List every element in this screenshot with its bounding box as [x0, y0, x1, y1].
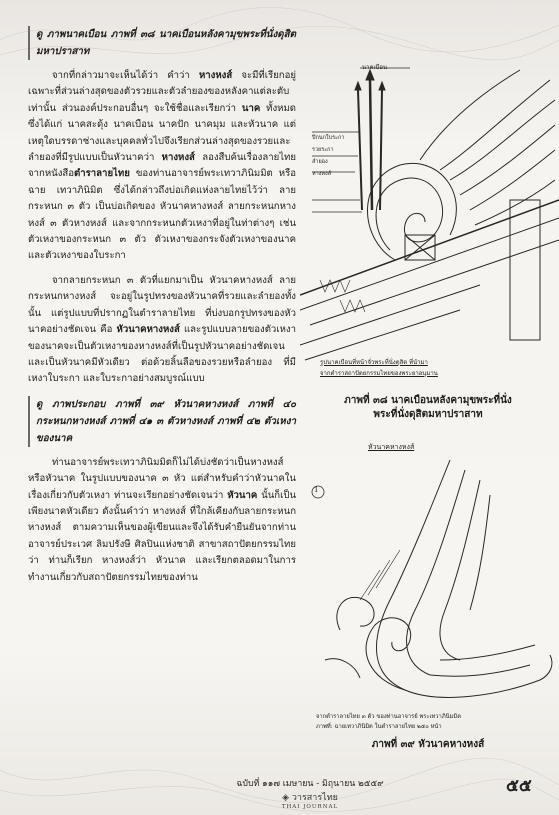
- figure-39-notes: จากตำราลายไทย ๓ ตัว ของท่านอาจารย์ พระเทวาภินิมมิต ภาพที่: ฉายเทวาภินิมิต ในตำราลายไทย ๒๕๐ หน้า: [316, 714, 462, 730]
- figure-38-drawing: [300, 60, 559, 390]
- figure-39-drawing: [300, 450, 559, 720]
- journal-brand: ◈ วารสารไทย THAI JOURNAL: [281, 793, 339, 810]
- figure-area: [300, 0, 559, 815]
- figure-38-labels-left: ปีกนกใบระกา รวยระกา ลำยอง หางหงส์: [312, 135, 345, 177]
- page-footer: [0, 768, 559, 815]
- figure-39-marker: 1: [314, 486, 319, 494]
- figure-38-label-top: นาคเบือน: [362, 64, 388, 71]
- page-number: ๕๕: [506, 776, 532, 796]
- figure-39-caption: ภาพที่ ๓๙ หัวนาคหางหงส์: [371, 739, 485, 750]
- paragraph-3: ท่านอาจารย์พระเทวาภินิมมิตก็ไม่ได้บ่งชัดว่าเป็นหางหงส์หรือหัวนาค ในรูปแบบของนาค ๓ หัว แต่สำหรับคำว่าหัวนาคในเรื่องเกี่ยวกับตัวเหงา ท่านจะเรียกอย่างชัดเจนว่า หัวนาค นั้นก็เป็นเพียงนาคหัวเดียว ดังนั้นคำว่า หางหงส์ ที่ใกล้เคียงกับลายกระหนกหางหงส์ ตามความเห็นของผู้เขียนและจึงได้รับคำยืนยันจากท่านอาจารย์ประเวศ ลิมปรังษี ศิลปินแห่งชาติ สาขาสถาปัตยกรรมไทยว่า ท่านก็เรียก หางหงส์ว่า หัวนาค และเรียกตลอดมาในการทำงานเกี่ยวกับสถาปัตยกรรมไทยของท่าน: [28, 456, 297, 583]
- paragraph-1: จากที่กล่าวมาจะเห็นได้ว่า คำว่า หางหงส์ จะมีที่เรียกอยู่เฉพาะที่ส่วนล่างสุดของตัวรวยและตัวลำยองของหลังคาแต่ละตับเท่านั้น ส่วนองค์ประกอบอื่นๆ จะใช้ชื่อและเรียกว่า นาค ทั้งหมด ซึ่งได้แก่ นาคสะดุ้ง นาคเบือน นาคปัก นาคมุม และหัวนาค แต่เหตุใดบรรดาช่างและบุคคลทั่วไปจึงเรียกส่วนล่างสุดของรวยและลำยองที่มีรูปแบบเป็นหัวนาคว่า หางหงส์ ลองสืบค้นเรื่องลายไทยจากหนังสือตำราลายไทย ของท่านอาจารย์พระเทวาภินิมมิต หรือ ฉาย เทวาภินิมิต ซึ่งได้กล่าวถึงบ่อเกิดแห่งลายไทยไว้ว่า ลายกระหนก ๓ ตัว เป็นบ่อเกิดของ หัวนาคหางหงส์ ลายกระหนกหางหงส์ ๓ ตัวหางหงส์ และจากกระหนกตัวเหงาที่อยู่ในท่าต่างๆ เช่น ตัวเหงาของกระหนก ๓ ตัว ตัวเหงาของกระจังตัวเหงาของนาค และตัวเหงาของใบระกา: [28, 70, 297, 262]
- figure-39-label-top: หัวนาคหางหงส์: [368, 443, 415, 451]
- figure-38-notes: รูปนาคเบือนที่หน้าจั่วพระที่นั่งดุสิต ที่นำมา จากตำราสถาปัตยกรรมไทยของพระยาอนุมาน: [320, 359, 438, 377]
- figure-38-caption: ภาพที่ ๓๘ นาคเบือนหลังคามุขพระที่นั่ง พระที่นั่งดุสิตมหาปราสาท: [344, 395, 512, 420]
- issue-info: ฉบับที่ ๑๑๗ เมษายน - มิถุนายน ๒๕๕๙: [236, 779, 384, 789]
- article-text-column: [28, 14, 296, 586]
- brand-logo-icon: ◈: [282, 793, 292, 803]
- reference-note-2: ดู ภาพประกอบ ภาพที่ ๓๙ หัวนาคหางหงส์ ภาพที่ ๔๐ กระหนกหางหงส์ ภาพที่ ๔๑ ๓ ตัวหางหงส์ ภาพที่ ๔๒ ตัวเหงาของนาค: [28, 396, 296, 447]
- reference-note-1: ดู ภาพนาคเบือน ภาพที่ ๓๘ นาคเบือนหลังคามุขพระที่นั่งดุสิตมหาปราสาท: [28, 26, 296, 60]
- paragraph-2: จากลายกระหนก ๓ ตัวที่แยกมาเป็น หัวนาคหางหงส์ ลายกระหนกหางหงส์ จะอยู่ในรูปทรงของหัวนาคที่รวยและลำยองทั้งนั้น แต่รูปแบบที่ปรากฏในตำราลายไทย ที่บ่งบอกรูปทรงของหัวนาคอย่างชัดเจน คือ หัวนาคหางหงส์ และรูปแบบลายของตัวเหงาของนาคจะเป็นตัวเหงาของหางหงส์ที่เป็นรูปหัวนาคอย่างชัดเจน และเป็นหัวนาคมีหัวเดียว ต่อด้วยลิ้นลือของรวยหรือลำยอง ที่มีเหงาใบระกา และใบระกาอย่างสมบูรณ์แบบ: [28, 274, 296, 385]
